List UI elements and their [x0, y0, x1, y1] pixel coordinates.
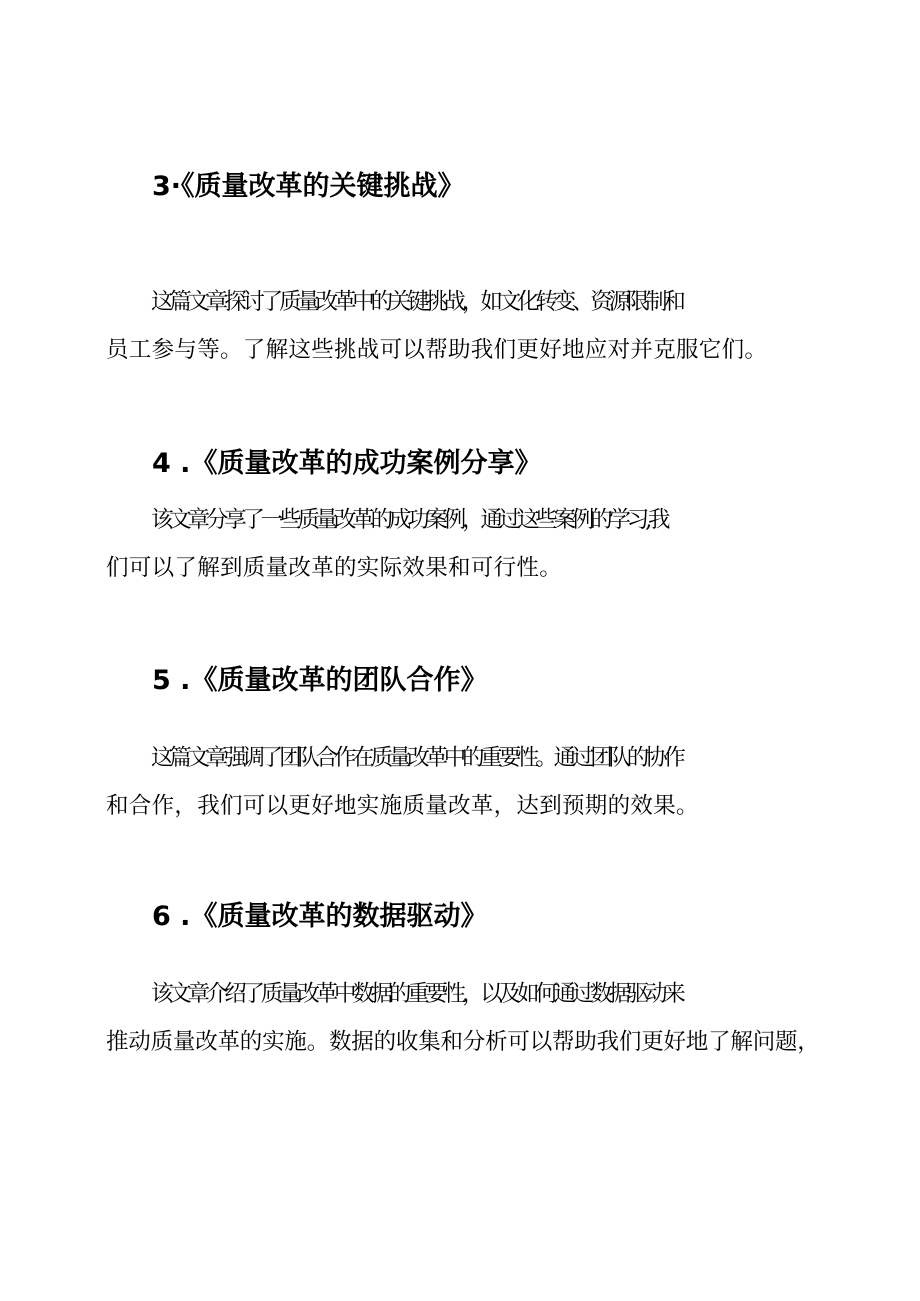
section-paragraph-4: [106, 496, 826, 592]
section-paragraph-6: [106, 970, 826, 1066]
section-paragraph-3: [106, 278, 826, 374]
section-heading-5: 5 .《质量改革的团队合作》: [152, 665, 488, 696]
section-paragraph-5: [106, 734, 826, 830]
paragraph-line: 推动质量改革的实施。数据的收集和分析可以帮助我们更好地了解问题，: [106, 1029, 820, 1055]
paragraph-line: 这篇文章探讨了质量改革中的关键挑战，如文化转变、资源限制和: [151, 289, 682, 315]
paragraph-line: 们可以了解到质量改革的实际效果和可行性。: [106, 555, 563, 581]
paragraph-line: 该文章分享了一些质量改革的成功案例，通过这些案例的学习,我: [151, 507, 667, 533]
paragraph-line: 该文章介绍了质量改革中数据的重要性，以及如何通过数据驱动来: [151, 981, 682, 1007]
section-heading-4: 4 .《质量改革的成功案例分享》: [152, 448, 542, 479]
section-heading-6: 6 .《质量改革的数据驱动》: [152, 901, 488, 932]
paragraph-line: 员工参与等。了解这些挑战可以帮助我们更好地应对并克服它们。: [106, 337, 768, 363]
section-heading-3: 3·《质量改革的关键挑战》: [152, 171, 465, 202]
paragraph-line: 这篇文章强调了团队合作在质量改革中的重要性。通过团队的协作: [151, 745, 682, 771]
paragraph-line: 和合作，我们可以更好地实施质量改革，达到预期的效果。: [106, 793, 699, 819]
